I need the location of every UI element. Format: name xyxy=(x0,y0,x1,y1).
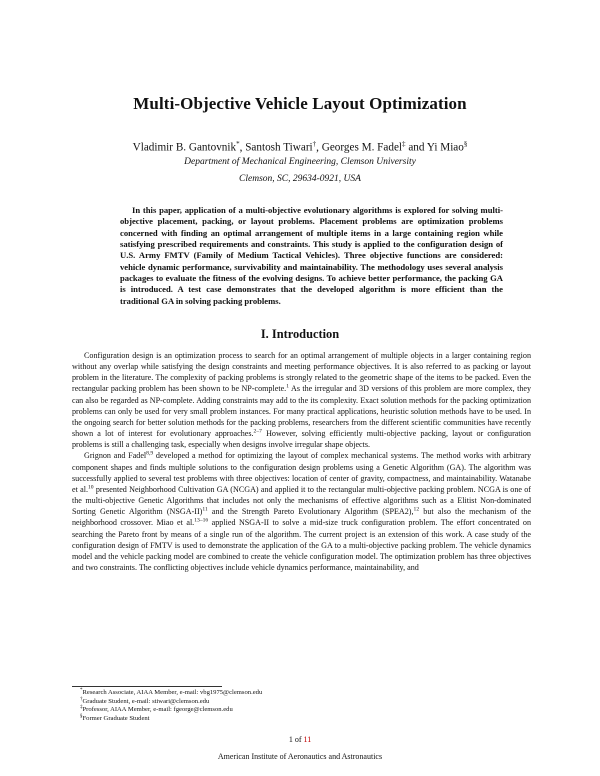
footnote-text: Graduate Student, e-mail: stiwari@clemson.edu xyxy=(82,697,210,705)
citation-ref: 12 xyxy=(413,506,420,513)
page-total-link[interactable]: 11 xyxy=(303,735,312,744)
text-run: applied NSGA-II to solve a mid-size truck configuration problem. The effort concentrated on searching the Pareto front by means of a single run of the algorithm. The current project is an extension of this work. A case study of the configuration design of FMTV is used to demonstrate the application of the GA to a multi-objective packing problem. The vehicle dynamics model and the vehicle packing model are combined to create the vehicle configuration model. The optimization problem has three objectives and two constraints. The conflicting objectives include vehicle dynamics performance, maintainability, and xyxy=(72,518,531,572)
paper-title: Multi-Objective Vehicle Layout Optimization xyxy=(133,94,467,113)
text-run: However, solving efficiently multi-objective packing, layout or configuration problems is still a challenging task, especially when designs involve irregular shape objects. xyxy=(72,429,531,450)
text-run: Configuration design is an optimization process to search for an optimal arrangement of multiple objects in a larger containing region without any overlap while satisfying the design constraints and meeting performance objectives. It is also referred to as packing or layout problem in the literature. The complexity of packing problems is strongly related to the geometric shape of the items to be packed. Even the rectangular packing problem has been shown to be NP-complete. xyxy=(72,351,531,394)
author-mark: § xyxy=(463,140,468,148)
page-number xyxy=(0,735,600,744)
footnote xyxy=(80,706,262,715)
paragraph xyxy=(72,450,531,573)
text-run: but also the mechanism of the neighborhood crossover. Miao et al. xyxy=(72,507,531,528)
text-run: Grignon and Fadel xyxy=(84,451,147,461)
author-name: Santosh Tiwari xyxy=(245,141,313,154)
citation-ref: 13–16 xyxy=(194,517,209,524)
author-mark: ‡ xyxy=(402,140,406,148)
affiliation-department: Department of Mechanical Engineering, Clemson University xyxy=(184,157,416,167)
footnote xyxy=(80,698,262,707)
affiliation-address: Clemson, SC, 29634-0921, USA xyxy=(239,174,361,184)
footnote xyxy=(80,689,262,698)
author-mark: * xyxy=(236,140,240,148)
author-name: Yi Miao xyxy=(426,141,464,154)
author-list xyxy=(0,140,600,154)
citation-ref: 10 xyxy=(87,484,94,491)
footnote xyxy=(80,715,262,724)
footnote-mark: * xyxy=(80,687,83,693)
section-heading-introduction: I. Introduction xyxy=(260,327,340,341)
author-mark: † xyxy=(312,140,317,148)
author-separator: , xyxy=(239,141,246,154)
footnote-mark: † xyxy=(80,696,83,702)
text-run: presented Neighborhood Cultivation GA (NCGA) and applied it to the rectangular multi-objective packing problem. NCGA is one of the multi-objective Genetic Algorithms that includes not only the mechanisms of effective algorithms such as a Elitist Non-dominated Sorting Genetic Algorithm (NSGA-II) xyxy=(72,484,531,517)
author-separator: and xyxy=(405,141,427,154)
author-name: Georges M. Fadel xyxy=(321,141,403,154)
citation-ref: 1 xyxy=(286,383,289,390)
citation-ref: 11 xyxy=(202,506,208,513)
footnote-text: Research Associate, AIAA Member, e-mail: vbg1975@clemson.edu xyxy=(82,689,263,696)
page-footer: American Institute of Aeronautics and Astronautics xyxy=(217,752,383,761)
footnote-text: Former Graduate Student xyxy=(82,714,150,722)
text-run: and the Strength Pareto Evolutionary Algorithm (SPEA2), xyxy=(207,507,414,517)
author-name: Vladimir B. Gantovnik xyxy=(132,141,237,154)
text-run: developed a method for optimizing the layout of complex mechanical systems. The method works with arbitrary component shapes and finds multiple solutions to the configuration design problems using a Genetic Algorithm (GA). The algorithm was successfully applied to several test problems with three objectives: location of center of gravity, compactness, and maintainability. Watanabe et al. xyxy=(72,451,531,494)
citation-ref: 2–7 xyxy=(253,428,262,435)
footnote-mark: ‡ xyxy=(80,705,83,710)
page-number-label: 1 of xyxy=(288,735,304,744)
footnotes xyxy=(80,689,262,723)
text-run: As the irregular and 3D versions of this problem are more complex, they can also be regarded as NP-complete. Adding constraints may add to the its complexity. Exact solution methods for the packing optimization problems can only be used for very small problem instances. For many practical applications, heuristic solution methods have to be used. In the ongoing search for better solution methods for the packing problems, researchers from the different scientific communities have recently shown a lot of interest for evolutionary approaches. xyxy=(72,384,532,439)
footnote-text: Professor, AIAA Member, e-mail: fgeorge@clemson.edu xyxy=(82,706,233,714)
footnote-rule xyxy=(72,686,222,687)
footnote-mark: § xyxy=(80,713,83,719)
citation-ref: 8,9 xyxy=(146,450,154,457)
author-separator: , xyxy=(316,141,322,154)
body-text xyxy=(72,350,531,573)
paragraph xyxy=(72,350,531,450)
abstract: In this paper, application of a multi-objective evolutionary algorithms is explored for solving multi-objective placement, packing, or layout problems. Placement problems are optimization problems concerned with finding an optimal arrangement of multiple items in a large containing region while satisfying prescribed requirements and constraints. This study is applied to the configuration design of U.S. Army FMTV (Family of Medium Tactical Vehicles). Three objective functions are considered: vehicle dynamic performance, survivability and maintainability. The methodology uses several analysis packages to evaluate the fitness of the evolving designs. To achieve better performance, the packing GA is introduced. A test case demonstrates that the developed algorithm is more efficient than the traditional GA in solving packing problems. xyxy=(120,205,503,306)
